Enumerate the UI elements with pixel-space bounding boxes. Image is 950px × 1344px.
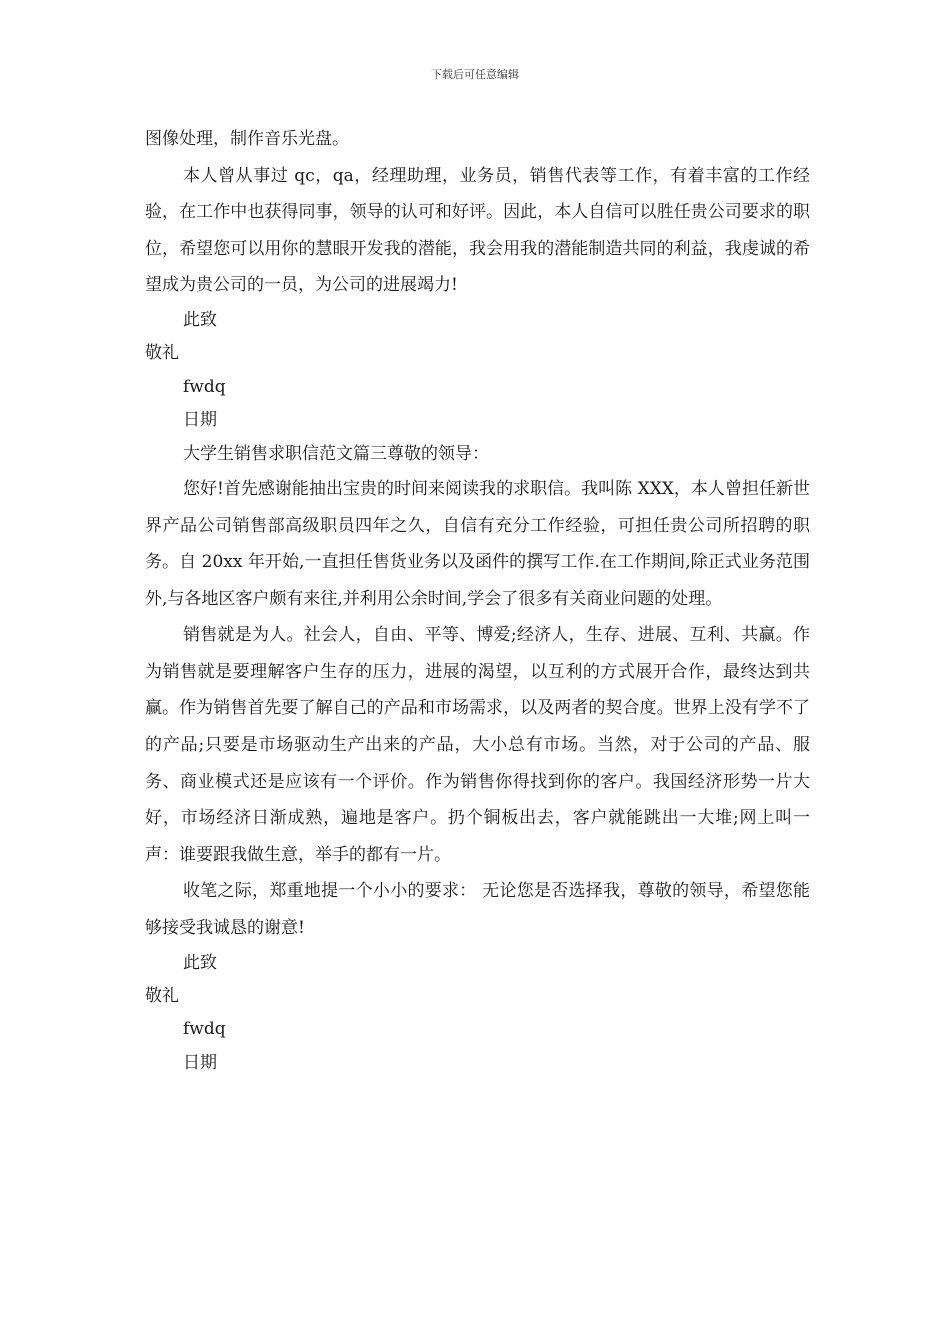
document-body: [145, 121, 810, 1080]
closing-regards-1: 敬礼: [145, 343, 179, 364]
paragraph-experience: 本人曾从事过 qc，qa，经理助理，业务员，销售代表等工作，有着丰富的工作经验，在工作中也获得同事，领导的认可和好评。因此，本人自信可以胜任贵公司要求的职位，希望您可以用你的慧眼开发我的潜能，我会用我的潜能制造共同的利益，我虔诚的希望成为贵公司的一员，为公司的进展竭力!: [145, 165, 810, 296]
signature-1: fwdq: [183, 376, 226, 397]
paragraph-closing: 收笔之际，郑重地提一个小小的要求： 无论您是否选择我，尊敬的领导，希望您能够接受我诚恳的谢意!: [145, 881, 810, 939]
paragraph-sales-philosophy: 销售就是为人。社会人，自由、平等、博爱;经济人，生存、进展、互利、共赢。作为销售就是要理解客户生存的压力，进展的渴望，以互利的方式展开合作，最终达到共赢。作为销售首先要了解自己的产品和市场需求，以及两者的契合度。世界上没有学不了的产品;只要是市场驱动生产出来的产品，大小总有市场。当然，对于公司的产品、服务、商业模式还是应该有一个评价。作为销售你得找到你的客户。我国经济形势一片大好，市场经济日渐成熟，遍地是客户。扔个铜板出去，客户就能跳出一大堆;网上叫一声：谁要跟我做生意，举手的都有一片。: [145, 625, 810, 865]
paragraph-introduction: 您好!首先感谢能抽出宝贵的时间来阅读我的求职信。我叫陈 XXX，本人曾担任新世界产品公司销售部高级职员四年之久，自信有充分工作经验，可担任贵公司所招聘的职务。自 20xx 年开始,一直担任售货业务以及函件的撰写工作.在工作期间,除正式业务范围外,与各地区客户颇有来往,并利用公余时间,学会了很多有关商业问题的处理。: [145, 478, 810, 609]
section-heading-3: 大学生销售求职信范文篇三尊敬的领导：: [183, 443, 489, 464]
date-1: 日期: [183, 410, 217, 431]
closing-salutation-2: 此致: [183, 952, 217, 973]
closing-salutation-1: 此致: [183, 309, 217, 330]
signature-2: fwdq: [183, 1019, 226, 1040]
date-2: 日期: [183, 1052, 217, 1073]
paragraph-continuation: 图像处理，制作音乐光盘。: [145, 129, 349, 149]
page-header: 下载后可任意编辑: [431, 68, 519, 81]
closing-regards-2: 敬礼: [145, 986, 179, 1007]
